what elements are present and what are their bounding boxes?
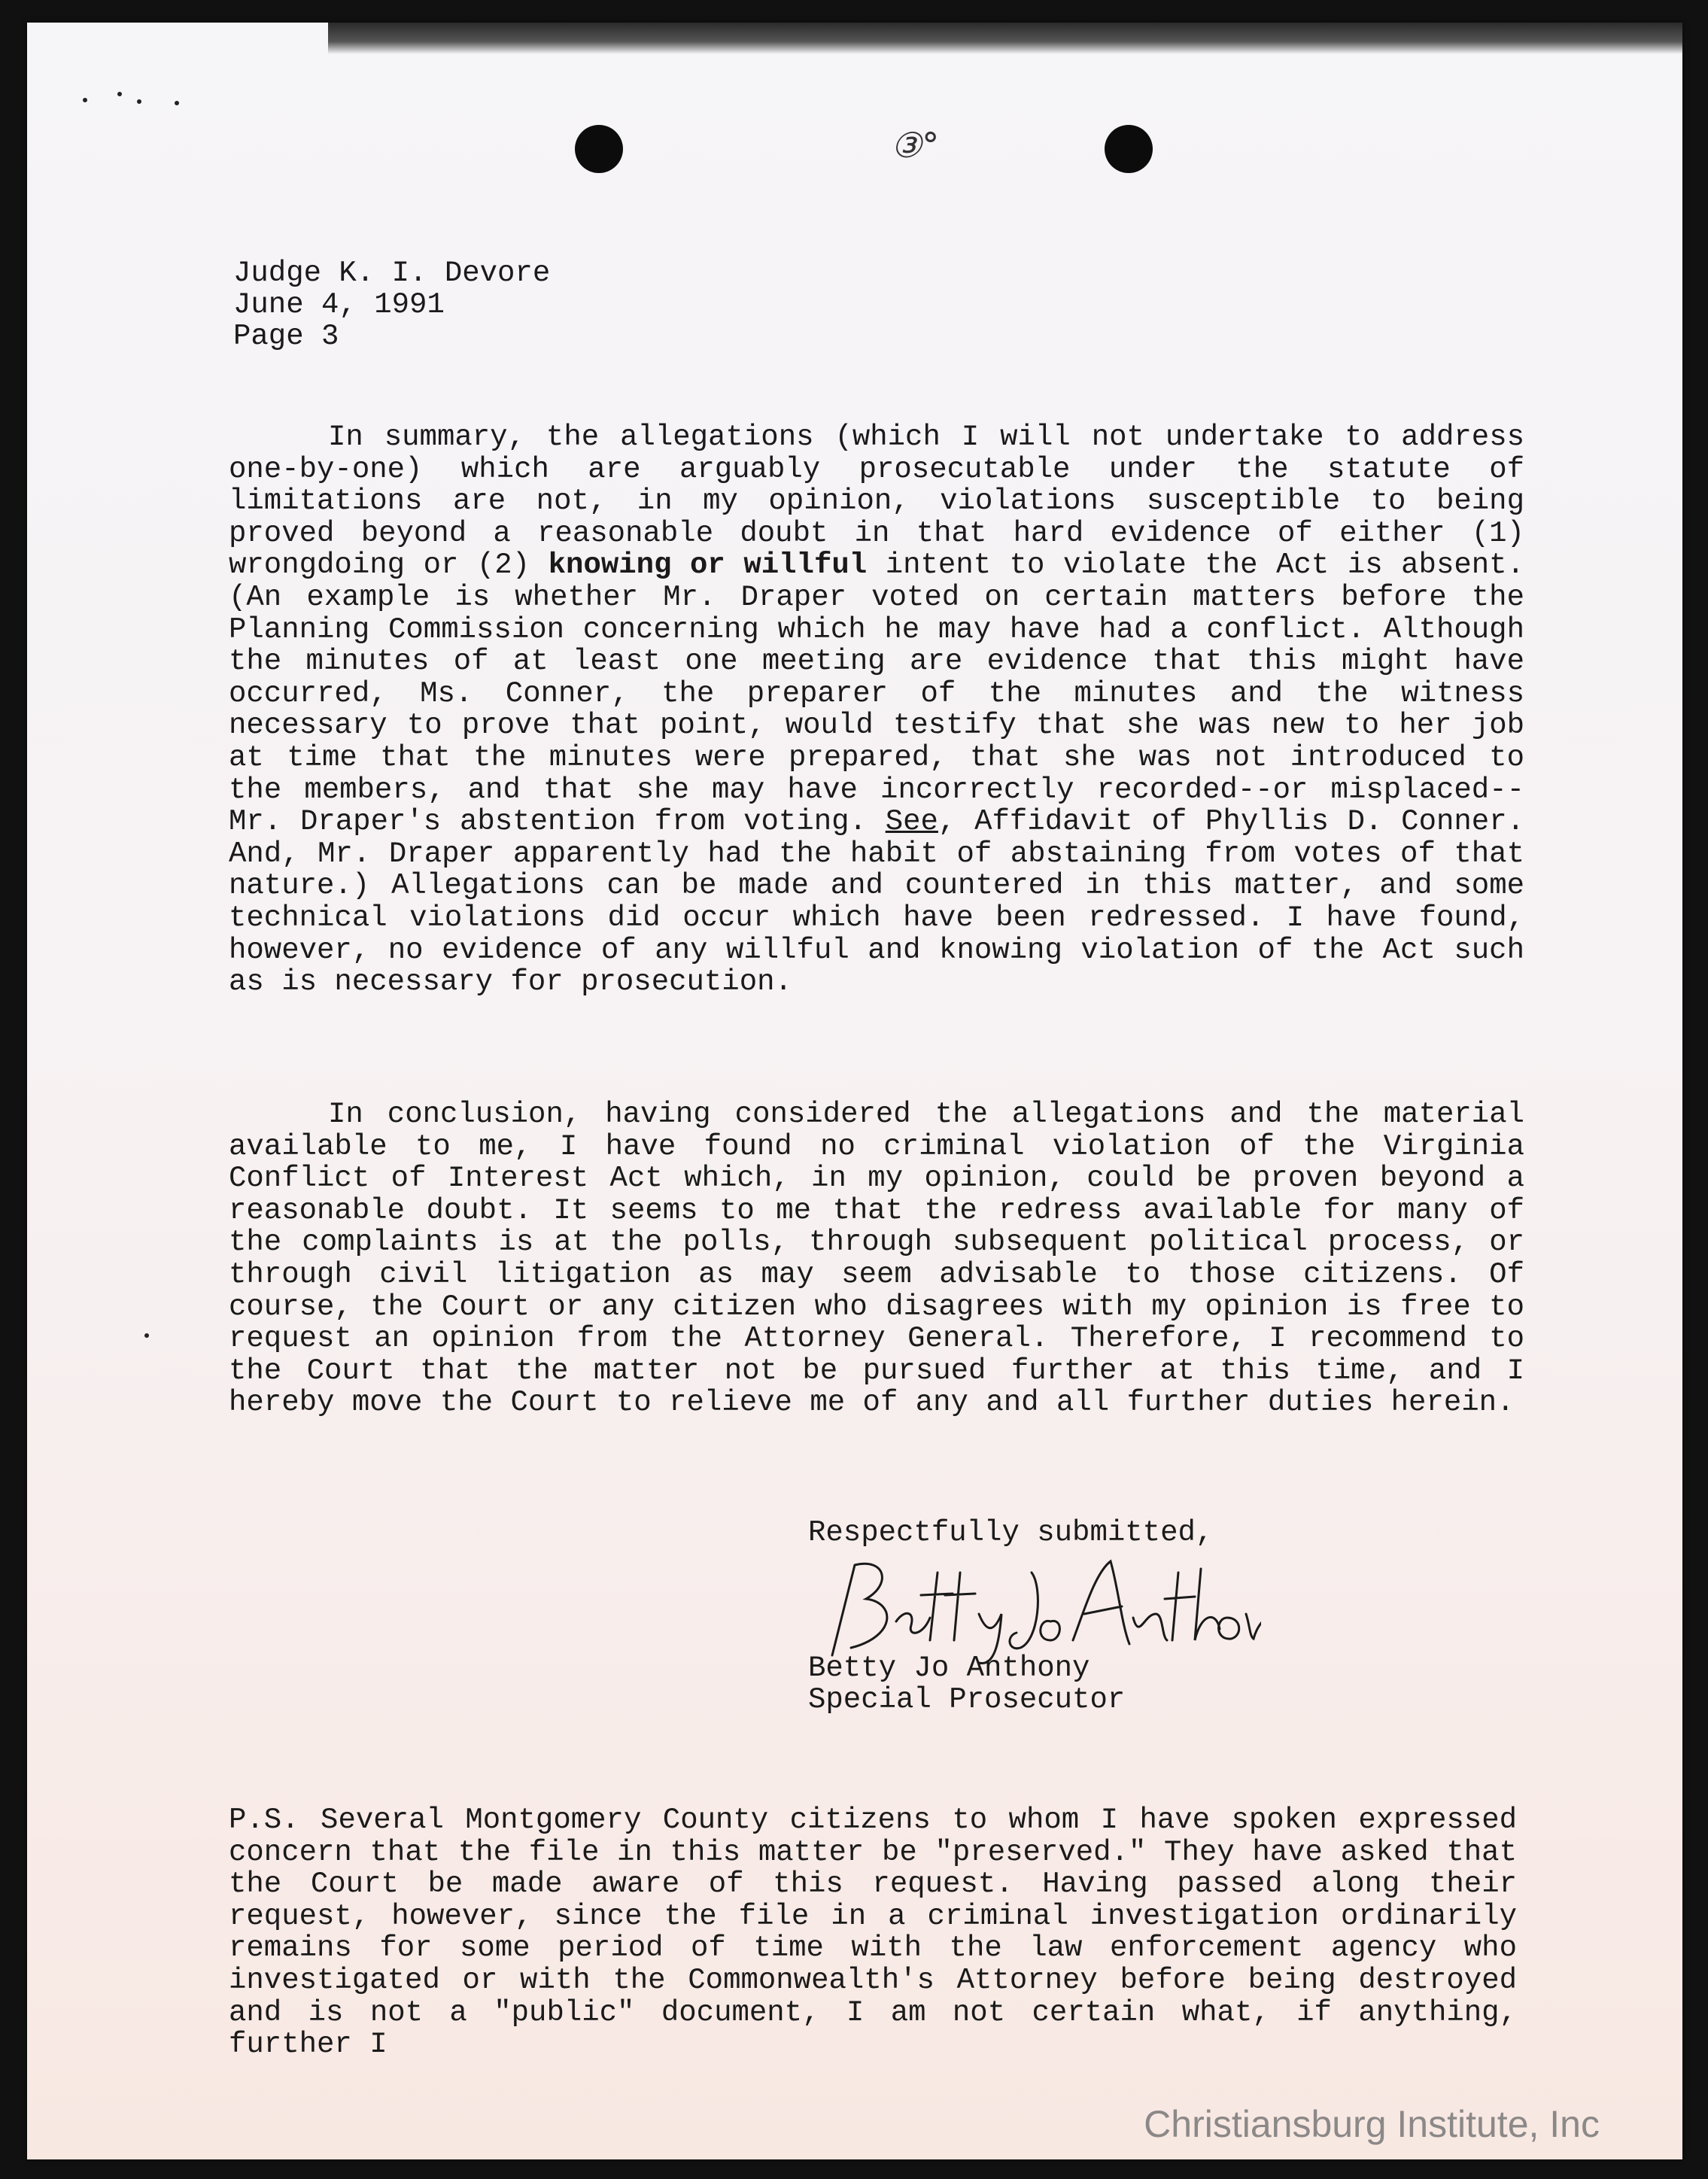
signer-title: Special Prosecutor <box>808 1683 1126 1716</box>
scan-speck <box>175 101 179 105</box>
postscript: P.S. Several Montgomery County citizens to whom I have spoken expressed concern that the file in this matter be "preserved." They have asked that the Court be made aware of this request. Having passed along their request, however, since the file in a criminal investigation ordinarily remains for some period of time with the law enforcement agency who investigated or with the Commonwealth's Attorney before being destroyed and is not a "public" document, I am not certain what, if anything, further I <box>229 1804 1517 2062</box>
paragraph-text: intent to violate the Act is absent. (An example is whether Mr. Draper voted on certain matters before the Planning Commission concerning which he may have had a conflict. Although the minutes of at least one meeting are evidence that this might have occurred, Ms. Conner, the preparer of the minutes and the witness necessary to prove that point, would testify that she was new to her job at time that the minutes were prepared, that she was not introduced to the members, and that she may have incorrectly recorded--or misplaced--Mr. Draper's abstention from voting. <box>229 549 1524 839</box>
paragraph-text: In summary, the allegations (which I will not undertake to address one-by-one) which are arguably prosecutable under the statute of limitations are not, in my opinion, violations susceptible to being proved beyond a reasonable doubt in that hard evidence of either (1) wrongdoing or (2) <box>229 421 1524 582</box>
date-line: June 4, 1991 <box>233 288 445 321</box>
paragraph-text: , Affidavit of Phyllis D. Conner. And, Mr. Draper apparently had the habit of abstaining from votes of that nature.) Allegations can be made and countered in this matter, and some technical violations did occur which have been redressed. I have found, however, no evidence of any willful and knowing violation of the Act such as is necessary for prosecution. <box>229 805 1524 999</box>
scan-speck <box>144 1333 149 1338</box>
punch-hole <box>1105 125 1153 173</box>
page-number-line: Page 3 <box>233 320 339 353</box>
document-page <box>27 23 1682 2159</box>
scan-speck <box>137 99 141 104</box>
scan-speck <box>83 98 87 102</box>
paragraph-conclusion: In conclusion, having considered the allegations and the material available to me, I have found no criminal violation of the Virginia Conflict of Interest Act which, in my opinion, could be proven beyond a reasonable doubt. It seems to me that the redress available for many of the complaints is at the polls, through subsequent political process, or through civil litigation as may seem advisable to those citizens. Of course, the Court or any citizen who disagrees with my opinion is free to request an opinion from the Attorney General. Therefore, I recommend to the Court that the matter not be pursued further at this time, and I hereby move the Court to relieve me of any and all further duties herein. <box>229 1098 1524 1420</box>
archive-watermark: Christiansburg Institute, Inc <box>1144 2103 1600 2145</box>
scan-speck <box>117 92 122 96</box>
signature-block <box>808 1652 1125 1716</box>
valediction: Respectfully submitted, <box>808 1516 1214 1549</box>
paragraph-summary <box>229 421 1524 998</box>
scan-shadow-band <box>328 23 1682 54</box>
recipient-line: Judge K. I. Devore <box>233 257 551 290</box>
bold-phrase: knowing or willful <box>548 549 868 582</box>
handwritten-page-mark: ③° <box>891 125 940 166</box>
punch-hole <box>575 125 623 173</box>
underlined-citation: See <box>885 805 938 839</box>
letter-header <box>233 257 550 352</box>
signer-name: Betty Jo Anthony <box>808 1652 1090 1685</box>
